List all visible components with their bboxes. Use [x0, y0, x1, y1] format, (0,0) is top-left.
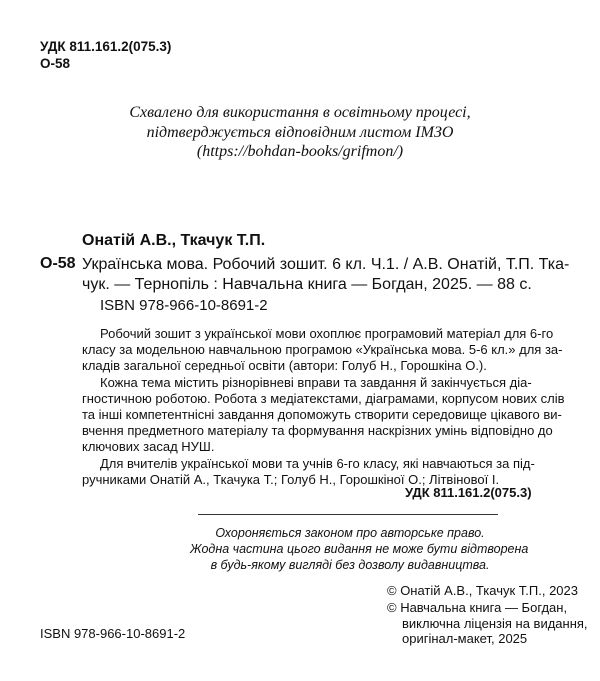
copyright-publisher [387, 600, 588, 647]
annotation-line: кладів загальної середньої освіти (автори: Голуб Н., Горошкіна О.). [82, 358, 487, 374]
approval-link[interactable]: (https://bohdan-books/grifmon/) [196, 143, 404, 160]
udk-footer: УДК 811.161.2(075.3) [405, 485, 532, 500]
rights-line: Охороняється законом про авторське право. [215, 526, 485, 540]
approval-notice [60, 103, 540, 162]
bib-line: Українська мова. Робочий зошит. 6 кл. Ч.1. / А.В. Онатій, Т.П. Тка- [82, 256, 570, 273]
annotation-line: вчення предметного матеріалу та формування наскрізних умінь відповідно до [82, 423, 553, 439]
isbn-bottom: ISBN 978-966-10-8691-2 [40, 626, 186, 641]
annotation-line: класу за модельною навчальною програмою «Українська мова. 5-6 кл.» для за- [82, 342, 563, 358]
approval-line: підтверджується відповідним листом ІМЗО [146, 123, 454, 141]
bibliographic-entry [82, 255, 569, 295]
divider [198, 514, 498, 515]
bib-code: О-58 [40, 255, 76, 272]
annotation-line: та інші компетентнісні завдання допоможуть створити середовище цікавого ви- [82, 407, 562, 423]
approval-line: Схвалено для використання в освітньому процесі, [129, 104, 471, 121]
annotation-line: Для вчителів української мови та учнів 6-го класу, які навчаються за під- [100, 455, 535, 471]
authors-heading: Онатій А.В., Ткачук Т.П. [82, 232, 266, 249]
copyright-line: виключна ліцензія на видання, [402, 615, 588, 631]
annotation-line: гностичною роботою. Робота з медіатекстами, діаграмами, корпусом нових слів [82, 390, 565, 406]
annotation-line: Кожна тема містить різнорівневі вправи та завдання й закінчується діа- [100, 374, 532, 390]
annotation-line: ключових засад НУШ. [82, 439, 215, 455]
catalog-code: О-58 [40, 56, 71, 71]
copyright-line: © Навчальна книга — Богдан, [387, 600, 568, 615]
copyright-line: оригінал-макет, 2025 [402, 631, 528, 646]
udk-line: УДК 811.161.2(075.3) [40, 39, 172, 54]
annotation-line: ручниками Онатій А., Ткачука Т.; Голуб Н., Горошкіної О.; Літвінової І. [82, 471, 500, 487]
copyright-authors: © Онатій А.В., Ткачук Т.П., 2023 [387, 583, 579, 598]
annotation [82, 326, 565, 488]
bib-line: чук. — Тернопіль : Навчальна книга — Богдан, 2025. — 88 с. [82, 276, 532, 293]
isbn-entry: ISBN 978-966-10-8691-2 [100, 297, 268, 314]
udk-header [40, 38, 171, 72]
annotation-line: Робочий зошит з української мови охоплює програмовий матеріал для 6-го [100, 326, 554, 341]
rights-notice [190, 526, 529, 573]
rights-line: в будь-якому вигляді без дозволу видавництва. [210, 557, 490, 572]
rights-line: Жодна частина цього видання не може бути відтворена [190, 541, 529, 556]
